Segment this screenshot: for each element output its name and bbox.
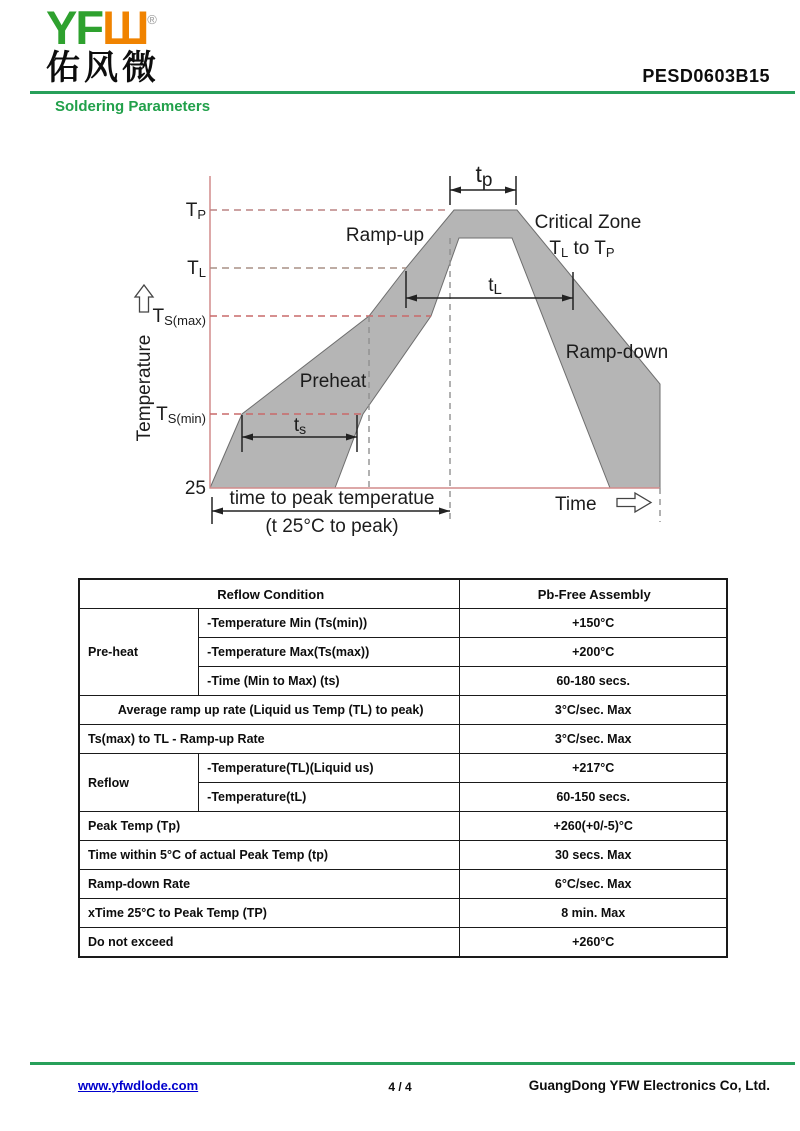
tsmax-label-main: T [152, 306, 165, 327]
table-row [79, 841, 727, 870]
tsmin-label-main: T [156, 404, 168, 425]
reflow-profile-diagram [120, 150, 700, 550]
row-label: -Time (Min to Max) (ts) [199, 667, 460, 696]
table-row [79, 870, 727, 899]
logo-chinese-name: 佑风微 [46, 48, 160, 88]
logo-text-green: YF [46, 1, 103, 54]
tp-level-label [186, 200, 206, 222]
tp-time-sub: p [481, 170, 493, 191]
row-value: +150°C [460, 609, 727, 638]
reflow-condition-table [78, 578, 728, 958]
tp-time-main: t [475, 161, 482, 187]
logo-wordmark [46, 1, 160, 54]
tl-level-label [187, 258, 206, 280]
tsmax-level-label [153, 306, 207, 328]
cz-s2: P [605, 245, 615, 260]
table-row [79, 812, 727, 841]
tl-label-sub: L [198, 265, 206, 280]
header-reflow-condition: Reflow Condition [79, 579, 460, 609]
preheat-label: Preheat [299, 371, 367, 392]
row-value: 30 secs. Max [460, 841, 727, 870]
row-label: Ts(max) to TL - Ramp-up Rate [79, 725, 460, 754]
table-row [79, 725, 727, 754]
row-label: Peak Temp (Tp) [79, 812, 460, 841]
time-to-peak-label: time to peak temperatue [229, 488, 435, 509]
ts-time-sub: s [299, 421, 307, 437]
time-right-arrow-icon [617, 493, 651, 512]
footer-divider [30, 1062, 795, 1065]
group-preheat: Pre-heat [79, 609, 199, 696]
row-value: +260°C [460, 928, 727, 958]
row-label: Do not exceed [79, 928, 460, 958]
row-label: -Temperature Min (Ts(min)) [199, 609, 460, 638]
company-name: GuangDong YFW Electronics Co, Ltd. [528, 1078, 770, 1093]
header-pb-free-assembly: Pb-Free Assembly [460, 579, 727, 609]
temperature-up-arrow-icon [135, 285, 153, 312]
row-value: +200°C [460, 638, 727, 667]
tp-arrowhead-left [450, 187, 461, 194]
reflow-profile-svg [120, 150, 700, 550]
row-label: Average ramp up rate (Liquid us Temp (TL) to peak) [79, 696, 460, 725]
cz-s1: L [561, 245, 569, 260]
time-to-peak-sub-label: (t 25°C to peak) [265, 516, 399, 537]
table-header-row [79, 579, 727, 609]
registered-trademark-icon: ® [147, 12, 157, 27]
row-label: Time within 5°C of actual Peak Temp (tp) [79, 841, 460, 870]
table-row [79, 609, 727, 638]
row-value: +260(+0/-5)°C [460, 812, 727, 841]
tp-label-main: T [185, 200, 198, 221]
row-label: Ramp-down Rate [79, 870, 460, 899]
tsmin-label-sub: S(min) [167, 411, 206, 426]
page-indicator: 4 / 4 [388, 1080, 412, 1094]
origin-label: 25 [184, 478, 206, 499]
row-value: +217°C [460, 754, 727, 783]
critical-zone-label: Critical Zone [534, 212, 642, 233]
tp-time-label [476, 161, 493, 191]
row-label: xTime 25°C to Peak Temp (TP) [79, 899, 460, 928]
tp-arrowhead-right [505, 187, 516, 194]
tl-label-main: T [187, 258, 199, 279]
logo-mark-orange: Ш [102, 1, 148, 54]
tl-time-label [488, 275, 502, 298]
table-row [79, 899, 727, 928]
time-axis-label: Time [555, 494, 597, 515]
row-label: -Temperature(tL) [199, 783, 460, 812]
table-row [79, 696, 727, 725]
row-label: -Temperature Max(Ts(max)) [199, 638, 460, 667]
tsmax-label-sub: S(max) [164, 313, 206, 328]
company-logo [46, 1, 160, 88]
row-value: 60-180 secs. [460, 667, 727, 696]
ramp-down-label: Ramp-down [565, 342, 669, 363]
part-number: PESD0603B15 [642, 66, 770, 86]
ramp-up-label: Ramp-up [345, 225, 425, 246]
table-row [79, 754, 727, 783]
row-label: -Temperature(TL)(Liquid us) [199, 754, 460, 783]
header-divider [30, 91, 795, 94]
row-value: 3°C/sec. Max [460, 696, 727, 725]
tl-time-sub: L [493, 281, 502, 298]
ttp-arrowhead-right [439, 508, 450, 515]
row-value: 60-150 secs. [460, 783, 727, 812]
cz-t2: to T [568, 238, 606, 259]
cz-t1: T [549, 238, 562, 259]
ttp-arrowhead-left [212, 508, 223, 515]
table-row [79, 928, 727, 958]
temperature-axis-label: Temperature [134, 334, 155, 442]
row-value: 8 min. Max [460, 899, 727, 928]
row-value: 6°C/sec. Max [460, 870, 727, 899]
page-title: Soldering Parameters [55, 98, 211, 115]
website-link[interactable]: www.yfwdlode.com [78, 1078, 199, 1093]
group-reflow: Reflow [79, 754, 199, 812]
tl-time-main: t [488, 275, 494, 296]
tsmin-level-label [156, 404, 206, 426]
ts-time-main: t [293, 415, 300, 436]
critical-zone-range-label [549, 238, 614, 260]
row-value: 3°C/sec. Max [460, 725, 727, 754]
tp-label-sub: P [197, 207, 206, 222]
